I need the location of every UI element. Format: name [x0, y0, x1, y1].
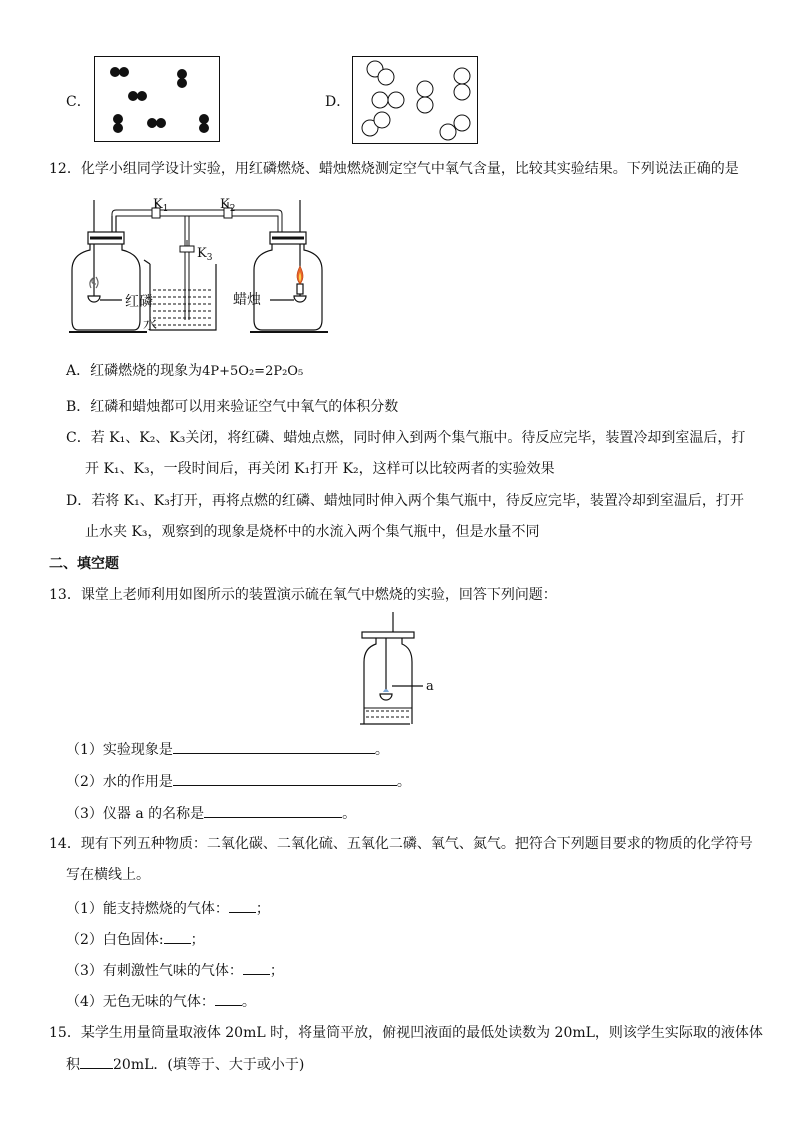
q14-stem-line2: 写在横线上。 [66, 867, 150, 883]
q14-sub2: （2）白色固体: ； [66, 929, 205, 950]
q12-fig-label-k2: $K_2$ [220, 197, 236, 214]
q12-option-b: B．红磷和蜡烛都可以用来验证空气中氧气的体积分数 [66, 399, 399, 415]
q15-line1: 15．某学生用量筒量取液体 20mL 时，将量筒平放，俯视凹液面的最低处读数为 20mL，则该学生实际取的液体体 [49, 1025, 763, 1041]
option-d-label: D． [325, 94, 351, 110]
q12-option-c-line2: 开 K₁、K₃，一段时间后，再关闭 K₁打开 K₂，这样可以比较两者的实验效果 [85, 461, 555, 477]
q12-fig-label-red-phosphorus: 红磷 [125, 294, 153, 310]
q14-sub2-answer-blank[interactable] [164, 929, 191, 944]
option-c-label: C． [66, 94, 91, 110]
q13-gas-bottle-figure [356, 612, 446, 726]
q15-line2: 积 20mL．(填等于、大于或小于) [66, 1054, 304, 1075]
q14-sub3-answer-blank[interactable] [243, 960, 270, 975]
q12-option-d-line1: D．若将 K₁、K₃打开，再将点燃的红磷、蜡烛同时伸入两个集气瓶中，待反应完毕，装置冷却到室温后，打开 [66, 493, 744, 509]
section-heading-fill-in: 二、填空题 [49, 556, 119, 572]
q12-fig-label-candle: 蜡烛 [233, 292, 261, 308]
q13-fig-label-a: a [426, 679, 434, 694]
q12-fig-label-water: 水 [143, 317, 157, 333]
q12-fig-label-k1: $K_1$ [153, 197, 169, 214]
q13-sub1: （1）实验现象是 。 [66, 739, 389, 760]
q13-sub1-answer-blank[interactable] [173, 739, 375, 754]
q13-sub3: （3）仪器 a 的名称是 。 [66, 803, 356, 824]
q12-option-a: A．红磷燃烧的现象为4P+5O₂=2P₂O₅ [66, 363, 304, 379]
q13-stem: 13．课堂上老师利用如图所示的装置演示硫在氧气中燃烧的实验，回答下列问题： [49, 587, 557, 603]
q13-sub3-answer-blank[interactable] [204, 803, 342, 818]
q13-sub2-answer-blank[interactable] [173, 771, 397, 786]
q13-sub2: （2）水的作用是 。 [66, 771, 411, 792]
q12-option-d-line2: 止水夹 K₃，观察到的现象是烧杯中的水流入两个集气瓶中，但是水量不同 [85, 524, 540, 540]
q14-stem-line1: 14．现有下列五种物质：二氧化碳、二氧化硫、五氧化二磷、氧气、氮气。把符合下列题目要求的物质的化学符号 [49, 836, 753, 852]
q12-option-c-line1: C．若 K₁、K₂、K₃关闭，将红磷、蜡烛点燃，同时伸入到两个集气瓶中。待反应完毕，装置冷却到室温后，打 [66, 430, 746, 446]
q12-option-a-formula: 4P+5O₂=2P₂O₅ [202, 364, 304, 379]
q12-apparatus-figure [64, 192, 334, 342]
q14-sub4: （4）无色无味的气体： 。 [66, 991, 256, 1012]
q12-fig-label-k3: $K_3$ [197, 246, 213, 263]
q14-sub1-answer-blank[interactable] [229, 898, 256, 913]
q14-sub4-answer-blank[interactable] [215, 991, 242, 1006]
q12-stem: 12．化学小组同学设计实验，用红磷燃烧、蜡烛燃烧测定空气中氧气含量，比较其实验结果。下列说法正确的是 [49, 161, 739, 177]
q14-sub3: （3）有刺激性气味的气体： ； [66, 960, 284, 981]
q15-answer-blank[interactable] [80, 1054, 113, 1069]
q14-sub1: （1）能支持燃烧的气体： ； [66, 898, 270, 919]
option-c-particle-diagram [94, 56, 220, 142]
option-d-particle-diagram [352, 56, 478, 144]
